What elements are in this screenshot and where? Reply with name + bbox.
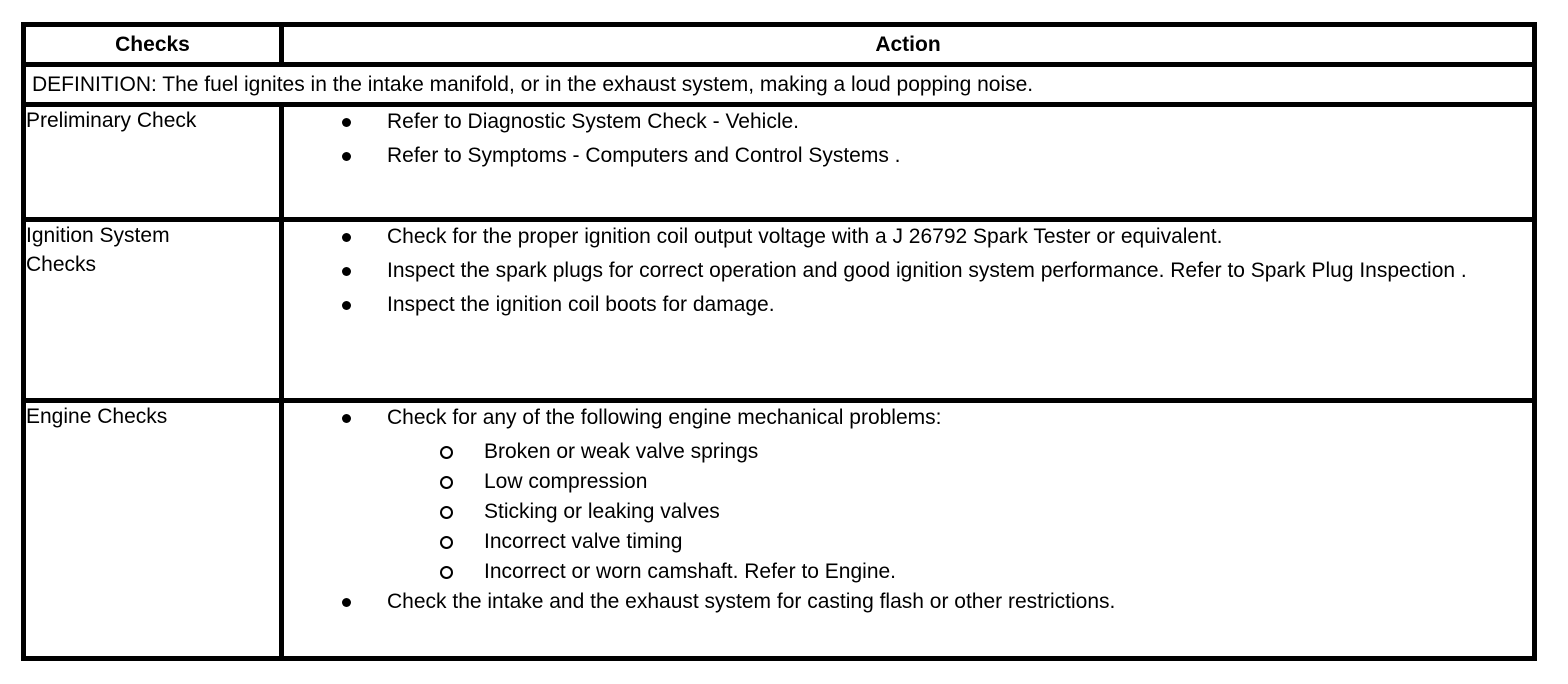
list-item: [284, 256, 1532, 286]
action-list: [284, 222, 1532, 320]
definition-text: DEFINITION: The fuel ignites in the intake manifold, or in the exhaust system, making a loud popping noise.: [32, 73, 1034, 96]
circle-bullet-icon: [440, 446, 453, 459]
action-column-header: Action: [282, 25, 1535, 65]
check-cell: [24, 105, 282, 220]
sub-action-text: Sticking or leaking valves: [484, 500, 720, 524]
definition-cell: [24, 65, 1535, 105]
action-text: Check the intake and the exhaust system for casting flash or other restrictions.: [387, 590, 1116, 614]
definition-row: [24, 65, 1535, 105]
sub-action-text: Incorrect or worn camshaft. Refer to Engine.: [484, 560, 897, 584]
action-cell: [282, 401, 1535, 659]
table-row: [24, 220, 1535, 401]
sub-list-item: [284, 527, 1532, 557]
list-item: [284, 290, 1532, 320]
action-list: [284, 403, 1532, 617]
checks-column-header: Checks: [24, 25, 282, 65]
circle-bullet-icon: [440, 506, 453, 519]
action-text: Inspect the ignition coil boots for damage.: [387, 293, 775, 317]
sub-list-item: [284, 437, 1532, 467]
action-cell: [282, 220, 1535, 401]
circle-bullet-icon: [440, 476, 453, 489]
action-text: Inspect the spark plugs for correct operation and good ignition system performance. Refer to Spark Plug Inspection .: [387, 259, 1467, 283]
list-item: [284, 107, 1532, 137]
table-header-row: [24, 25, 1535, 65]
bullet-icon: [342, 598, 351, 607]
list-item: [284, 222, 1532, 252]
circle-bullet-icon: [440, 566, 453, 579]
bullet-icon: [342, 267, 351, 276]
bullet-icon: [342, 152, 351, 161]
action-cell: [282, 105, 1535, 220]
bullet-icon: [342, 414, 351, 423]
list-item: [284, 403, 1532, 433]
table-row: [24, 105, 1535, 220]
table-row: [24, 401, 1535, 659]
sub-list-item: [284, 467, 1532, 497]
bullet-icon: [342, 301, 351, 310]
diagnostic-checks-table: [21, 22, 1537, 661]
list-item: [284, 587, 1532, 617]
list-item: [284, 141, 1532, 171]
action-text: Check for the proper ignition coil output voltage with a J 26792 Spark Tester or equivalent.: [387, 225, 1223, 249]
sub-list-item: [284, 557, 1532, 587]
bullet-icon: [342, 118, 351, 127]
circle-bullet-icon: [440, 536, 453, 549]
sub-action-text: Incorrect valve timing: [484, 530, 683, 554]
action-text: Refer to Symptoms - Computers and Control Systems .: [387, 144, 901, 168]
action-text: Refer to Diagnostic System Check - Vehicle.: [387, 110, 800, 134]
check-label: Preliminary Check: [26, 109, 197, 133]
sub-action-text: Low compression: [484, 470, 648, 494]
check-label: Engine Checks: [26, 405, 168, 429]
sub-list-item: [284, 497, 1532, 527]
check-label: Ignition System Checks: [26, 224, 170, 276]
sub-action-text: Broken or weak valve springs: [484, 440, 759, 464]
bullet-icon: [342, 233, 351, 242]
check-cell: [24, 401, 282, 659]
check-cell: [24, 220, 282, 401]
action-text: Check for any of the following engine mechanical problems:: [387, 406, 942, 430]
action-list: [284, 107, 1532, 171]
